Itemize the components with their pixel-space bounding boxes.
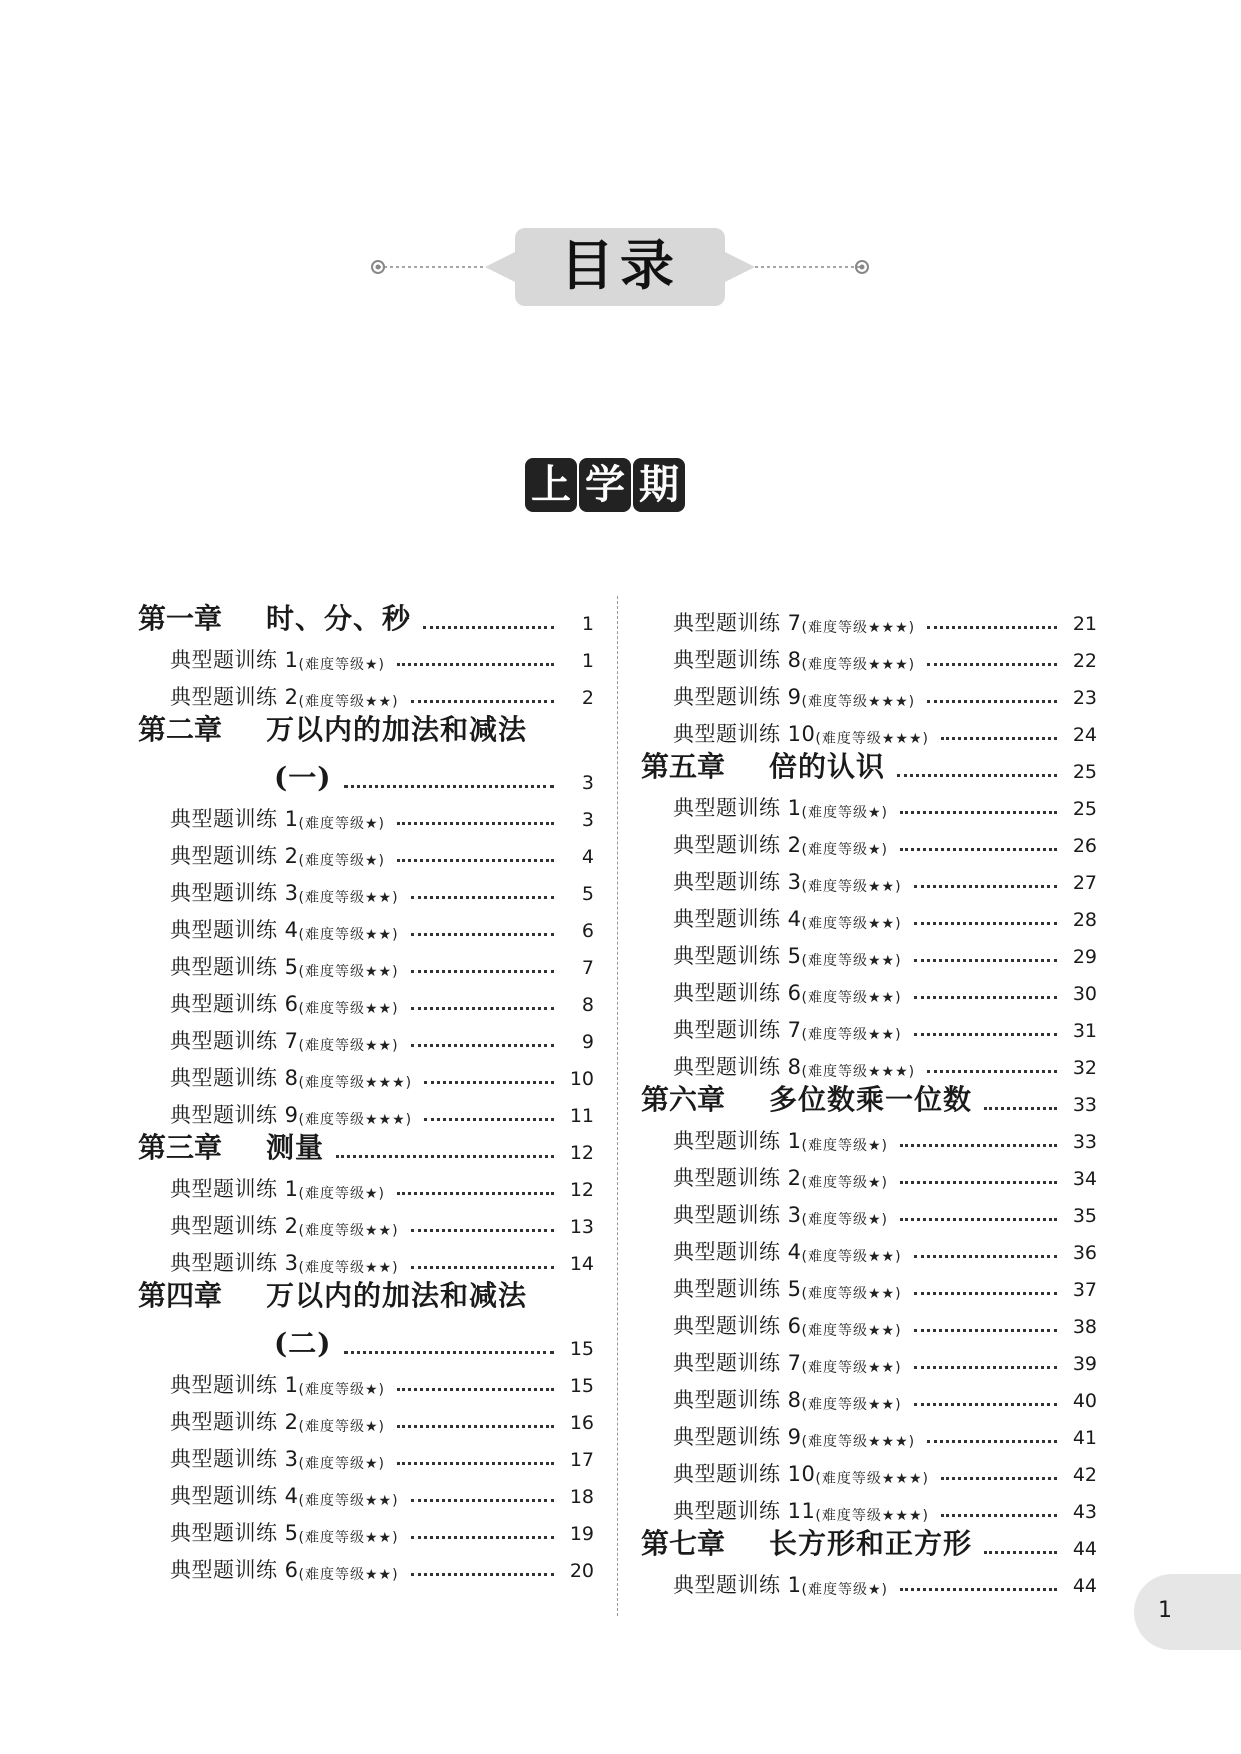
- page-ref: 11: [569, 1105, 594, 1127]
- toc-chapter-row[interactable]: [641, 748, 1097, 785]
- chapter-title: 长方形和正方形: [769, 1527, 973, 1560]
- semester-char: 学: [579, 458, 631, 512]
- page-ref: 35: [1072, 1205, 1097, 1227]
- difficulty-label: (难度等级★★): [298, 1260, 399, 1276]
- leader-dots: [914, 1291, 1057, 1295]
- difficulty-label: (难度等级★★): [298, 964, 399, 980]
- leader-dots: [397, 1387, 554, 1391]
- toc-item-row[interactable]: [138, 1399, 594, 1436]
- toc-chapter-row[interactable]: [138, 711, 594, 748]
- item-name: 典型题训练 7: [170, 1029, 299, 1053]
- item-name: 典型题训练 10: [673, 722, 816, 746]
- chapter-title: (一): [274, 761, 332, 794]
- page-title: 目录: [560, 233, 680, 297]
- difficulty-label: (难度等级★): [801, 805, 889, 821]
- difficulty-label: (难度等级★★★): [815, 1508, 929, 1524]
- difficulty-label: (难度等级★★★): [801, 694, 916, 710]
- page-ref: 43: [1072, 1501, 1097, 1523]
- item-name: 典型题训练 7: [673, 611, 802, 635]
- leader-dots: [411, 1498, 554, 1502]
- difficulty-label: (难度等级★★): [801, 1360, 902, 1376]
- leader-dots: [984, 1106, 1057, 1110]
- leader-dots: [397, 858, 554, 862]
- toc-item-row[interactable]: [138, 1362, 594, 1399]
- toc-item-row[interactable]: [641, 1488, 1097, 1525]
- difficulty-label: (难度等级★★): [801, 1027, 902, 1043]
- page-ref: 19: [569, 1523, 594, 1545]
- page-ref: 44: [1072, 1575, 1097, 1597]
- chapter-number: 第三章: [138, 1131, 223, 1164]
- page-ref: 27: [1072, 872, 1097, 894]
- leader-dots: [344, 1350, 555, 1354]
- difficulty-label: (难度等级★★): [801, 1323, 902, 1339]
- difficulty-label: (难度等级★★★): [801, 620, 916, 636]
- leader-dots: [397, 1424, 554, 1428]
- toc-item-row[interactable]: [138, 1436, 594, 1473]
- chapter-title: 时、分、秒: [266, 602, 412, 635]
- toc-item-row[interactable]: [138, 1166, 594, 1203]
- leader-dots: [424, 1080, 554, 1084]
- toc-item-row[interactable]: [138, 1203, 594, 1240]
- toc-chapter-row[interactable]: [641, 1525, 1097, 1562]
- item-name: 典型题训练 10: [673, 1462, 816, 1486]
- item-name: 典型题训练 8: [673, 1388, 802, 1412]
- item-name: 典型题训练 7: [673, 1018, 802, 1042]
- leader-dots: [900, 1143, 1057, 1147]
- page-ref: 16: [569, 1412, 594, 1434]
- difficulty-label: (难度等级★): [801, 1582, 889, 1598]
- leader-dots: [927, 699, 1057, 703]
- toc-item-row[interactable]: [641, 1562, 1097, 1599]
- page-ref: 18: [569, 1486, 594, 1508]
- difficulty-label: (难度等级★): [298, 1419, 386, 1435]
- difficulty-label: (难度等级★): [298, 1456, 386, 1472]
- leader-dots: [900, 1587, 1057, 1591]
- page-ref: 9: [581, 1031, 594, 1053]
- leader-dots: [411, 699, 554, 703]
- difficulty-label: (难度等级★): [298, 657, 386, 673]
- difficulty-label: (难度等级★★): [801, 916, 902, 932]
- leader-dots: [411, 969, 554, 973]
- leader-dots: [914, 1365, 1057, 1369]
- item-name: 典型题训练 7: [673, 1351, 802, 1375]
- semester-label: [525, 458, 685, 512]
- page-ref: 1: [581, 650, 594, 672]
- item-name: 典型题训练 5: [170, 1521, 299, 1545]
- chapter-number: 第七章: [641, 1527, 726, 1560]
- leader-dots: [423, 625, 554, 629]
- toc-item-row[interactable]: [138, 674, 594, 711]
- difficulty-label: (难度等级★★): [298, 1223, 399, 1239]
- item-name: 典型题训练 3: [673, 870, 802, 894]
- leader-dots: [927, 625, 1057, 629]
- difficulty-label: (难度等级★★★): [298, 1075, 413, 1091]
- leader-dots: [411, 1043, 554, 1047]
- toc-item-row[interactable]: [138, 1018, 594, 1055]
- toc-item-row[interactable]: [641, 1266, 1097, 1303]
- difficulty-label: (难度等级★): [298, 1186, 386, 1202]
- toc-item-row[interactable]: [138, 1055, 594, 1092]
- leader-dots: [941, 1513, 1057, 1517]
- toc-left-column: [138, 600, 594, 1584]
- leader-dots: [411, 895, 554, 899]
- difficulty-label: (难度等级★★): [298, 1493, 399, 1509]
- toc-item-row[interactable]: [138, 981, 594, 1018]
- item-name: 典型题训练 1: [673, 1129, 802, 1153]
- toc-item-row[interactable]: [138, 1473, 594, 1510]
- difficulty-label: (难度等级★★): [801, 990, 902, 1006]
- toc-item-row[interactable]: [641, 674, 1097, 711]
- toc-chapter-row-continued[interactable]: [138, 1314, 594, 1362]
- page-ref: 28: [1072, 909, 1097, 931]
- item-name: 典型题训练 1: [673, 1573, 802, 1597]
- page-ref: 40: [1072, 1390, 1097, 1412]
- page-ref: 36: [1072, 1242, 1097, 1264]
- item-name: 典型题训练 2: [170, 1410, 299, 1434]
- page-ref: 39: [1072, 1353, 1097, 1375]
- toc-item-row[interactable]: [641, 1303, 1097, 1340]
- difficulty-label: (难度等级★★): [298, 1038, 399, 1054]
- difficulty-label: (难度等级★★): [801, 1397, 902, 1413]
- toc-item-row[interactable]: [641, 1414, 1097, 1451]
- item-name: 典型题训练 3: [673, 1203, 802, 1227]
- leader-dots: [900, 810, 1057, 814]
- toc-item-row[interactable]: [641, 822, 1097, 859]
- toc-item-row[interactable]: [138, 1510, 594, 1547]
- page-ref: 37: [1072, 1279, 1097, 1301]
- toc-item-row[interactable]: [641, 1007, 1097, 1044]
- page-ref: 33: [1072, 1131, 1097, 1153]
- item-name: 典型题训练 2: [673, 1166, 802, 1190]
- item-name: 典型题训练 6: [170, 992, 299, 1016]
- leader-dots: [411, 932, 554, 936]
- chapter-number: 第六章: [641, 1083, 726, 1116]
- difficulty-label: (难度等级★): [801, 842, 889, 858]
- toc-item-row[interactable]: [641, 933, 1097, 970]
- item-name: 典型题训练 9: [170, 1103, 299, 1127]
- difficulty-label: (难度等级★★): [298, 1567, 399, 1583]
- toc-item-row[interactable]: [641, 1340, 1097, 1377]
- column-divider: [617, 596, 618, 1616]
- page-ref: 31: [1072, 1020, 1097, 1042]
- chapter-number: 第二章: [138, 713, 223, 746]
- page-ref: 2: [581, 687, 594, 709]
- difficulty-label: (难度等级★★★): [298, 1112, 413, 1128]
- toc-item-row[interactable]: [641, 1044, 1097, 1081]
- page-ref: 21: [1072, 613, 1097, 635]
- difficulty-label: (难度等级★): [298, 1382, 386, 1398]
- page-ref: 3: [581, 809, 594, 831]
- page-ref: 15: [569, 1375, 594, 1397]
- page-ref: 30: [1072, 983, 1097, 1005]
- toc-chapter-row[interactable]: [138, 1277, 594, 1314]
- item-name: 典型题训练 4: [673, 1240, 802, 1264]
- page-ref: 41: [1072, 1427, 1097, 1449]
- toc-item-row[interactable]: [138, 944, 594, 981]
- toc-item-row[interactable]: [641, 1192, 1097, 1229]
- page-ref: 6: [581, 920, 594, 942]
- difficulty-label: (难度等级★★): [298, 1530, 399, 1546]
- difficulty-label: (难度等级★★): [801, 1249, 902, 1265]
- toc-item-row[interactable]: [641, 637, 1097, 674]
- toc-item-row[interactable]: [138, 1092, 594, 1129]
- toc-item-row[interactable]: [641, 970, 1097, 1007]
- leader-dots: [984, 1550, 1057, 1554]
- toc-item-row[interactable]: [138, 833, 594, 870]
- item-name: 典型题训练 2: [170, 844, 299, 868]
- toc-item-row[interactable]: [641, 785, 1097, 822]
- item-name: 典型题训练 5: [170, 955, 299, 979]
- leader-dots: [914, 1328, 1057, 1332]
- item-name: 典型题训练 2: [673, 833, 802, 857]
- item-name: 典型题训练 11: [673, 1499, 816, 1523]
- toc-item-row[interactable]: [641, 600, 1097, 637]
- toc-item-row[interactable]: [138, 1547, 594, 1584]
- leader-dots: [927, 1069, 1057, 1073]
- toc-item-row[interactable]: [641, 859, 1097, 896]
- leader-dots: [941, 1476, 1057, 1480]
- toc-right-column: [641, 600, 1097, 1599]
- leader-dots: [900, 847, 1057, 851]
- toc-item-row[interactable]: [138, 796, 594, 833]
- page-ref: 26: [1072, 835, 1097, 857]
- toc-item-row[interactable]: [641, 1118, 1097, 1155]
- leader-dots: [900, 1217, 1057, 1221]
- toc-item-row[interactable]: [641, 896, 1097, 933]
- page-number-tab: [1134, 1574, 1241, 1650]
- leader-dots: [397, 1191, 554, 1195]
- page-ref: 32: [1072, 1057, 1097, 1079]
- difficulty-label: (难度等级★★): [801, 953, 902, 969]
- page-ref: 29: [1072, 946, 1097, 968]
- difficulty-label: (难度等级★★★): [801, 657, 916, 673]
- item-name: 典型题训练 1: [170, 807, 299, 831]
- page-ref: 1: [581, 613, 594, 635]
- page-ref: 17: [569, 1449, 594, 1471]
- toc-item-row[interactable]: [138, 870, 594, 907]
- page-number: 1: [1158, 1598, 1172, 1623]
- toc-chapter-row-continued[interactable]: [138, 748, 594, 796]
- difficulty-label: (难度等级★): [298, 853, 386, 869]
- item-name: 典型题训练 9: [673, 1425, 802, 1449]
- item-name: 典型题训练 1: [170, 1373, 299, 1397]
- page-ref: 15: [569, 1338, 594, 1360]
- leader-dots: [336, 1154, 554, 1158]
- toc-item-row[interactable]: [641, 1155, 1097, 1192]
- leader-dots: [411, 1228, 554, 1232]
- chapter-number: 第一章: [138, 602, 223, 635]
- difficulty-label: (难度等级★★): [298, 1001, 399, 1017]
- difficulty-label: (难度等级★★): [298, 927, 399, 943]
- page-ref: 20: [569, 1560, 594, 1582]
- toc-item-row[interactable]: [641, 1451, 1097, 1488]
- item-name: 典型题训练 1: [673, 796, 802, 820]
- chapter-title: (二): [274, 1327, 332, 1360]
- difficulty-label: (难度等级★): [801, 1212, 889, 1228]
- toc-item-row[interactable]: [138, 907, 594, 944]
- difficulty-label: (难度等级★): [801, 1138, 889, 1154]
- page-ref: 10: [569, 1068, 594, 1090]
- difficulty-label: (难度等级★): [298, 816, 386, 832]
- difficulty-label: (难度等级★★★): [801, 1434, 916, 1450]
- leader-dots: [927, 662, 1057, 666]
- page-ref: 23: [1072, 687, 1097, 709]
- item-name: 典型题训练 8: [673, 648, 802, 672]
- item-name: 典型题训练 3: [170, 881, 299, 905]
- leader-dots: [914, 1402, 1057, 1406]
- title-banner: [370, 224, 870, 310]
- item-name: 典型题训练 4: [170, 1484, 299, 1508]
- leader-dots: [914, 958, 1057, 962]
- difficulty-label: (难度等级★★): [801, 879, 902, 895]
- chapter-title: 测量: [266, 1131, 325, 1164]
- toc-item-row[interactable]: [641, 1377, 1097, 1414]
- leader-dots: [397, 1461, 554, 1465]
- difficulty-label: (难度等级★★): [298, 694, 399, 710]
- leader-dots: [411, 1535, 554, 1539]
- leader-dots: [914, 1032, 1057, 1036]
- item-name: 典型题训练 9: [673, 685, 802, 709]
- item-name: 典型题训练 4: [170, 918, 299, 942]
- page-ref: 4: [581, 846, 594, 868]
- page-ref: 38: [1072, 1316, 1097, 1338]
- page-ref: 33: [1072, 1094, 1097, 1116]
- item-name: 典型题训练 3: [170, 1251, 299, 1275]
- item-name: 典型题训练 5: [673, 944, 802, 968]
- toc-item-row[interactable]: [138, 637, 594, 674]
- item-name: 典型题训练 3: [170, 1447, 299, 1471]
- leader-dots: [397, 662, 554, 666]
- item-name: 典型题训练 8: [673, 1055, 802, 1079]
- item-name: 典型题训练 6: [673, 1314, 802, 1338]
- toc-item-row[interactable]: [138, 1240, 594, 1277]
- leader-dots: [411, 1006, 554, 1010]
- page-ref: 34: [1072, 1168, 1097, 1190]
- difficulty-label: (难度等级★★): [298, 890, 399, 906]
- item-name: 典型题训练 6: [170, 1558, 299, 1582]
- page-ref: 13: [569, 1216, 594, 1238]
- chapter-title: 万以内的加法和减法: [266, 1279, 528, 1312]
- toc-chapter-row[interactable]: [138, 1129, 594, 1166]
- leader-dots: [914, 995, 1057, 999]
- leader-dots: [941, 736, 1057, 740]
- page-ref: 8: [581, 994, 594, 1016]
- leader-dots: [900, 1180, 1057, 1184]
- toc-item-row[interactable]: [641, 711, 1097, 748]
- difficulty-label: (难度等级★★★): [815, 731, 929, 747]
- item-name: 典型题训练 6: [673, 981, 802, 1005]
- chapter-number: 第四章: [138, 1279, 223, 1312]
- item-name: 典型题训练 2: [170, 685, 299, 709]
- leader-dots: [411, 1572, 554, 1576]
- item-name: 典型题训练 1: [170, 648, 299, 672]
- leader-dots: [411, 1265, 554, 1269]
- page-ref: 14: [569, 1253, 594, 1275]
- page-ref: 12: [569, 1179, 594, 1201]
- page-ref: 44: [1072, 1538, 1097, 1560]
- page-ref: 3: [581, 772, 594, 794]
- leader-dots: [927, 1439, 1057, 1443]
- chapter-title: 多位数乘一位数: [769, 1083, 973, 1116]
- item-name: 典型题训练 1: [170, 1177, 299, 1201]
- leader-dots: [914, 921, 1057, 925]
- leader-dots: [897, 773, 1057, 777]
- leader-dots: [344, 784, 555, 788]
- leader-dots: [914, 884, 1057, 888]
- chapter-title: 倍的认识: [769, 750, 886, 783]
- leader-dots: [397, 821, 554, 825]
- toc-chapter-row[interactable]: [138, 600, 594, 637]
- page-ref: 7: [581, 957, 594, 979]
- chapter-title: 万以内的加法和减法: [266, 713, 528, 746]
- page-ref: 5: [581, 883, 594, 905]
- item-name: 典型题训练 8: [170, 1066, 299, 1090]
- chapter-number: 第五章: [641, 750, 726, 783]
- toc-chapter-row[interactable]: [641, 1081, 1097, 1118]
- toc-item-row[interactable]: [641, 1229, 1097, 1266]
- page-ref: 22: [1072, 650, 1097, 672]
- page-ref: 42: [1072, 1464, 1097, 1486]
- item-name: 典型题训练 4: [673, 907, 802, 931]
- page-ref: 12: [569, 1142, 594, 1164]
- leader-dots: [424, 1117, 554, 1121]
- semester-char: 期: [633, 458, 685, 512]
- difficulty-label: (难度等级★): [801, 1175, 889, 1191]
- page-ref: 25: [1072, 761, 1097, 783]
- difficulty-label: (难度等级★★★): [815, 1471, 929, 1487]
- page-ref: 25: [1072, 798, 1097, 820]
- difficulty-label: (难度等级★★★): [801, 1064, 916, 1080]
- semester-char: 上: [525, 458, 577, 512]
- difficulty-label: (难度等级★★): [801, 1286, 902, 1302]
- item-name: 典型题训练 2: [170, 1214, 299, 1238]
- item-name: 典型题训练 5: [673, 1277, 802, 1301]
- page-ref: 24: [1072, 724, 1097, 746]
- leader-dots: [914, 1254, 1057, 1258]
